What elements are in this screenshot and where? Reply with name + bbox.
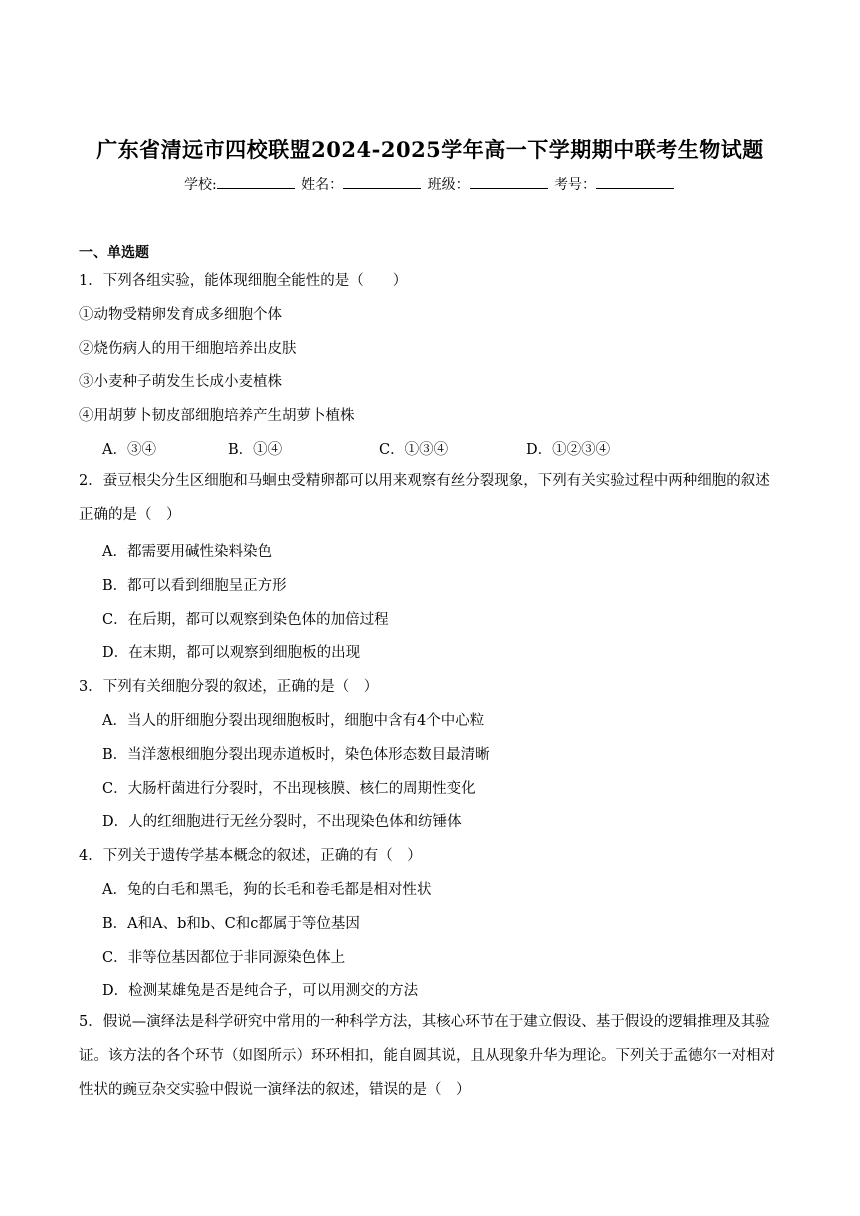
question-2-option-b[interactable]: B．都可以看到细胞呈正方形 [102, 578, 287, 594]
question-1-item-1: ①动物受精卵发育成多细胞个体 [79, 307, 282, 323]
question-2-option-c[interactable]: C．在后期，都可以观察到染色体的加倍过程 [102, 612, 389, 628]
question-1-option-c[interactable]: C．①③④ [379, 442, 449, 458]
question-2-option-d[interactable]: D．在末期，都可以观察到细胞板的出现 [102, 645, 361, 661]
name-label: 姓名： [301, 177, 344, 193]
number-blank[interactable] [596, 176, 674, 189]
question-3-stem: 3．下列有关细胞分裂的叙述，正确的是（ ） [79, 679, 379, 695]
question-4-stem: 4．下列关于遗传学基本概念的叙述，正确的有（ ） [79, 848, 422, 864]
section-title: 一、单选题 [79, 245, 149, 261]
question-1-item-4: ④用胡萝卜韧皮部细胞培养产生胡萝卜植株 [79, 408, 355, 424]
question-3-option-a[interactable]: A．当人的肝细胞分裂出现细胞板时，细胞中含有4个中心粒 [102, 713, 485, 729]
question-1-item-2: ②烧伤病人的用干细胞培养出皮肤 [79, 341, 297, 357]
class-label: 班级： [427, 177, 470, 193]
school-label: 学校: [183, 177, 217, 193]
question-1-option-d[interactable]: D．①②③④ [526, 442, 611, 458]
question-1-option-b[interactable]: B．①④ [228, 442, 283, 458]
class-blank[interactable] [470, 176, 548, 189]
school-blank[interactable] [217, 176, 295, 189]
question-3-option-b[interactable]: B．当洋葱根细胞分裂出现赤道板时，染色体形态数目最清晰 [102, 747, 490, 763]
question-4-option-d[interactable]: D．检测某雄兔是否是纯合子，可以用测交的方法 [102, 983, 419, 999]
question-4-option-b[interactable]: B．A和A、b和b、C和c都属于等位基因 [102, 916, 360, 932]
question-5-stem: 5．假说—演绎法是科学研究中常用的一种科学方法，其核心环节在于建立假设、基于假设的逻辑推理及其验证。该方法的各个环节（如图所示）环环相扣，能自圆其说，且从现象升华为理论。下列关于孟德尔一对相对性状的豌豆杂交实验中假说一演绎法的叙述，错误的是（ ） [79, 1014, 775, 1098]
question-4-option-a[interactable]: A．兔的白毛和黑毛，狗的长毛和卷毛都是相对性状 [102, 882, 432, 898]
name-blank[interactable] [343, 176, 421, 189]
student-info-line [0, 174, 860, 194]
page-title: 广东省清远市四校联盟2024-2025学年高一下学期期中联考生物试题 [96, 137, 764, 162]
question-1-item-3: ③小麦种子萌发生长成小麦植株 [79, 374, 282, 390]
number-label: 考号： [554, 177, 597, 193]
question-1-stem: 1．下列各组实验，能体现细胞全能性的是（ ） [79, 273, 408, 289]
question-4-option-c[interactable]: C．非等位基因都位于非同源染色体上 [102, 950, 346, 966]
question-2-stem: 2．蚕豆根尖分生区细胞和马蛔虫受精卵都可以用来观察有丝分裂现象，下列有关实验过程中两种细胞的叙述正确的是（ ） [79, 473, 770, 523]
question-2-option-a[interactable]: A．都需要用碱性染料染色 [102, 544, 272, 560]
question-3-option-c[interactable]: C．大肠杆菌进行分裂时，不出现核膜、核仁的周期性变化 [102, 781, 476, 797]
question-3-option-d[interactable]: D．人的红细胞进行无丝分裂时，不出现染色体和纺锤体 [102, 814, 462, 830]
question-1-option-a[interactable]: A．③④ [102, 442, 156, 458]
